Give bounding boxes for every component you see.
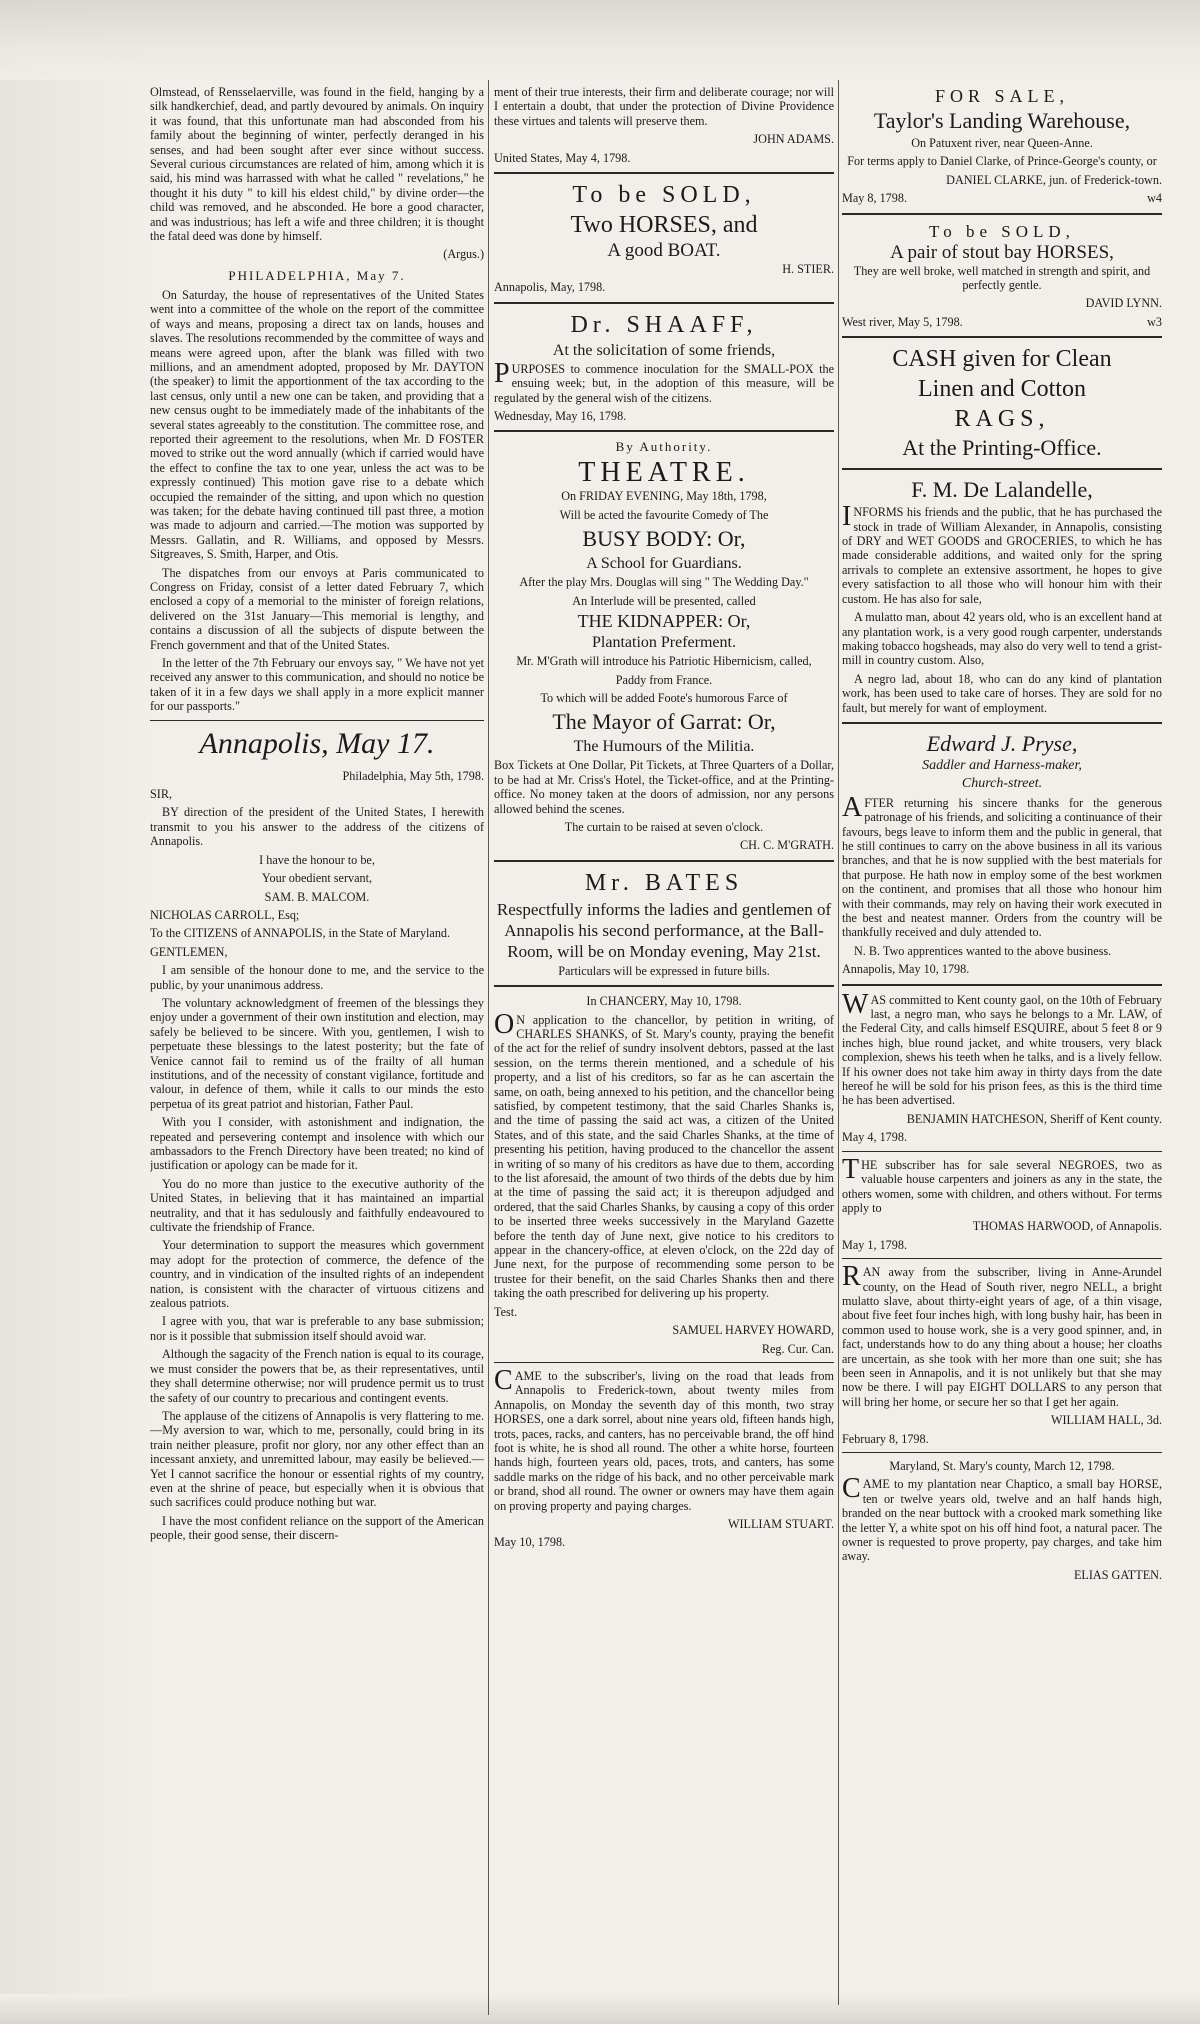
letter-body: BY direction of the president of the United States, I herewith transmit to you his answer to the address of the citizens of Annapolis. [150,805,484,849]
divider [494,172,834,174]
malcom-signature: SAM. B. MALCOM. [264,889,370,904]
divider [150,720,484,721]
reply-paragraph-9: I have the most confident reliance on the support of the American people, their good sense, their discern- [150,1513,484,1543]
boat-heading: A good BOAT. [607,240,721,262]
bay-horses-body: They are well broke, well matched in strength and spirit, and perfectly gentle. [853,263,1151,293]
mayor-title: The Mayor of Garrat: Or, [552,709,776,735]
lalandelle-heading: F. M. De Lalandelle, [911,477,1093,503]
stuart-date: May 10, 1798. [494,1535,566,1550]
envoys-paragraph: In the letter of the 7th February our envoys say, " We have not yet received any answer to this communication, and should no notice be taken of it in a few days we shall apply in a more explicit manner for our passports." [150,656,484,714]
letter-date: Philadelphia, May 5th, 1798. [342,768,484,783]
lynn-date: West river, May 5, 1798. w3 [842,314,1162,329]
hall-signature: WILLIAM HALL, 3d. [1050,1413,1162,1428]
for-sale-heading: FOR SALE, [934,86,1069,106]
stmarys-dateline: Maryland, St. Mary's county, March 12, 1798. [889,1459,1115,1473]
divider [842,1258,1162,1259]
saddler-subheading: Saddler and Harness-maker, [922,757,1082,773]
column-right [842,85,1162,2005]
to-citizens-heading: To the CITIZENS of ANNAPOLIS, in the State of Maryland. [150,926,451,941]
howard-title: Reg. Cur. Can. [761,1341,834,1356]
lynn-signature: DAVID LYNN. [1085,296,1162,311]
runaway-notice: RAN away from the subscriber, living in Anne-Arundel county, on the Head of South river, negro NELL, a bright mulatto slave, about thirty-eight years of age, of a thin visage, about five feet four inches high, with long bushy hair, has been in common used to house work, she is a very good spinner, and, in fact, understands how to do any thing about a house; her cloaths are uncertain, as she took with her more than one suit; she has been seen in Annapolis, and it is not unlikely but that she may now be there. I will pay EIGHT DOLLARS to any person that will bring her home, or secure her so that I get her again. [842,1261,1162,1409]
curtain-line: The curtain to be raised at seven o'clock. [564,819,764,834]
divider [494,1362,834,1363]
harwood-date: May 1, 1798. [842,1237,907,1252]
congress-paragraph: On Saturday, the house of representatives of the United States went into a committee of the whole on the report of the committee of ways and means, proposing a direct tax on lands, houses and slaves. The resolutions recommended by the committee of ways and means were agreed upon, after the blank was filled with two millions, and an amendment adopted, proposed by Mr. DAYTON (the speaker) to limit the apportionment of the tax according to the last census, only until a new one can be taken, and providing that a new census ought to be immediately made of the inhabitants of the several states agreeably to the constitution. The committee rose, and reported their agreement to the resolutions, when Mr. D FOSTER moved to strike out the word annually (which if carried would have the effect to confine the tax to one year, unless the act was to be expressly continued) This motion gave rise to a debate which occupied the remainder of the sitting, and upon which no question was taken; for the debate having continued till past three, a motion was made to adjourn and carried.—The motion was supported by Messrs. Gallatin, and R. Williams, and opposed by Messrs. Sitgreaves, S. Smith, Harper, and Otis. [150,287,484,562]
divider [494,860,834,862]
gentlemen-salutation: GENTLEMEN, [150,944,228,959]
shaaff-date: Wednesday, May 16, 1798. [494,409,627,424]
letter-closing-2: Your obedient servant, [261,871,373,886]
lalandelle-lad: A negro lad, about 18, who can do any kind of plantation work, has been used to take care of horses. They are sold for no fault, but merely for want of employment. [842,671,1162,715]
kent-date: May 4, 1798. [842,1130,907,1145]
divider [842,984,1162,986]
lalandelle-mulatto: A mulatto man, about 42 years old, who is an excellent hand at any plantation work, is a very good rough carpenter, understands making tobacco hogsheads, may also do very well to tend a grist-mill in country custom. Also, [842,610,1162,668]
interlude-line: An Interlude will be presented, called [572,593,756,608]
reply-paragraph-2: The voluntary acknowledgment of freemen of the blessings they enjoy under a government of their own institution and election, may safely be believed to be sincere. With you, gentlemen, I wish to perpetuate these blessings to the latest posterity; but the fate of Venice cannot fail to remind us of the frailty of all human institutions, and of the necessity of constant vigilance, fortitude and valour, in defence of them, while it calls to our minds the esto perpetua of its great patriot and historian, Father Paul. [150,995,484,1111]
philadelphia-heading: PHILADELPHIA, May 7. [228,267,406,283]
harwood-notice: THE subscriber has for sale several NEGROES, two as valuable house carpenters and joiners as any in the state, the others women, some with children, and others without. For terms apply to [842,1153,1162,1215]
clarke-signature: DANIEL CLARKE, jun. of Frederick-town. [946,172,1162,187]
column-left [150,85,484,2020]
cash-heading-2: Linen and Cotton [918,376,1086,403]
authority-heading: By Authority. [615,439,713,455]
cash-heading-3: RAGS, [954,406,1050,433]
warehouse-date: May 8, 1798. w4 [842,191,1162,206]
school-subtitle: A School for Guardians. [586,555,742,573]
lalandelle-notice: INFORMS his friends and the public, that he has purchased the stock in trade of William Alexander, in Annapolis, consisting of DRY and WET GOODS and GROCERIES, to which he has made considerable additions, and waited only for the spring arrivals to complete an extensive assortment, he hopes to give every satisfaction to all those who will honour him with their custom. He has also for sale, [842,501,1162,606]
church-street: Church-street. [961,776,1043,792]
pryse-date: Annapolis, May 10, 1798. [842,962,970,977]
hall-date: February 8, 1798. [842,1431,929,1446]
mgrath-intro-line: Mr. M'Grath will introduce his Patriotic Hibernicism, called, [516,654,812,669]
kidnapper-title: THE KIDNAPPER: Or, [577,611,751,632]
farce-line: To which will be added Foote's humorous Farce of [540,690,788,705]
letter-salutation: SIR, [150,787,173,802]
stuart-signature: WILLIAM STUART. [727,1516,834,1531]
to-be-sold-heading-2: To be SOLD, [929,221,1075,241]
divider [842,1151,1162,1152]
horses-heading: Two HORSES, and [570,212,758,239]
warehouse-heading: Taylor's Landing Warehouse, [873,108,1131,133]
chancery-test: Test. [494,1304,518,1319]
reply-paragraph-1: I am sensible of the honour done to me, and the service to the public, by your unanimous address. [150,963,484,992]
divider [842,468,1162,470]
dispatches-paragraph: The dispatches from our envoys at Paris communicated to Congress on Friday, consist of a letter dated February 7, which enclosed a copy of a memorial to the minister of foreign relations, delivered on the 31st January—This memorial is lengthy, and contains a discussion of all the subjects of dispute between the French government and that of the United States. [150,565,484,652]
adams-continuation: ment of their true interests, their firm and deliberate courage; nor will I entertain a doubt, that under the protection of Divine Providence these virtues and talents will preserve them. [494,85,834,128]
column-rule-1 [488,80,489,2015]
stier-signature: H. STIER. [782,262,834,277]
annapolis-dateline: Annapolis, May 17. [199,726,435,760]
bay-horses-heading: A pair of stout bay HORSES, [890,241,1114,263]
paddy-title: Paddy from France. [615,672,713,687]
column-middle [494,85,834,2010]
bates-heading: Mr. BATES [584,869,744,896]
divider [494,302,834,304]
pryse-notice: AFTER returning his sincere thanks for the generous patronage of his friends, and soliciting a continuance of their favours, begs leave to inform them and the public in general, that he still continues to carry on the above business in all its various branches, and that he is now supplied with the best materials for that purpose. He hath now in employ some of the best workmen on the continent, and promises that all those who honour him with their commands, may rely on having their work executed in the best and neatest manner. Orders from the country will be thankfully received and duly attended to. [842,791,1162,940]
reply-paragraph-6: I agree with you, that war is preferable to any base submission; nor is it possible that submission itself should avoid war. [150,1314,484,1343]
divider [494,985,834,987]
theatre-comedy-line: Will be acted the favourite Comedy of The [559,507,769,522]
theatre-heading: THEATRE. [578,457,750,489]
harwood-signature: THOMAS HARWOOD, of Annapolis. [972,1219,1162,1234]
howard-signature: SAMUEL HARVEY HOWARD, [672,1323,834,1338]
theatre-date: On FRIDAY EVENING, May 18th, 1798, [561,489,767,504]
reply-paragraph-4: You do no more than justice to the executive authority of the United States, in believing that it has maintained an impartial neutrality, and that it has sedulously and faithfully endeavoured to cultivate the friendship of France. [150,1176,484,1235]
olmstead-paragraph: Olmstead, of Rensselaerville, was found in the field, hanging by a silk handkerchief, dead, and partly devoured by animals. On inquiry it was found, that this unfortunate man had absconded from his family about the beginning of winter, perfectly deranged in his senses, and had been sought after ever since without success. Several curious circumstances are related of him, among which it is said, his mind was harrassed with what he called " revelations," he thought it his duty " to kill his eldest child," by divine order—the child was removed, and he absconded. He bore a good character, and was industrious; has left a wife and three children; it is thought the fatal deed was done by himself. [150,85,484,244]
wedding-day-line: After the play Mrs. Douglas will sing " The Wedding Day." [519,575,809,590]
stmarys-notice: CAME to my plantation near Chaptico, a small bay HORSE, ten or twelve years old, twelve and an half hands high, branded on the near buttock with a crooked mark something like the letter Y, a white spot on his off hind foot, a natural pacer. The owner is requested to prove property, pay charges, and take him away. [842,1473,1162,1564]
shaaff-subheading: At the solicitation of some friends, [552,341,776,359]
reply-paragraph-8: The applause of the citizens of Annapolis is very flattering to me.—My aversion to war, which to me, personally, could bring in its train neither pleasure, profit nor glory, nor any other effect than an incessant anxiety, and unremitted labour, may easily be believed.—Yet I cannot sacrifice the honour or essential rights of my country, even at the shrine of peace, but especially when it is obvious that such sacrifices could produce nothing but war. [150,1408,484,1510]
to-be-sold-heading: To be SOLD, [572,182,756,209]
adams-date: United States, May 4, 1798. [494,150,631,165]
reply-paragraph-3: With you I consider, with astonishment and indignation, the repeated and persevering contempt and insolence with which our ambassadors to the French Directory have been treated; no kind of justification or apology can be made for it. [150,1115,484,1173]
busy-body-title: BUSY BODY: Or, [582,526,746,552]
stier-date: Annapolis, May, 1798. [494,280,606,295]
tickets-notice: Box Tickets at One Dollar, Pit Tickets, at Three Quarters of a Dollar, to be had at Mr. Criss's Hotel, the Ticket-office, and at the Printing-office. No money taken at the doors of admission, nor any persons allowed behind the scenes. [494,758,834,816]
bates-footnote: Particulars will be expressed in future bills. [558,963,770,978]
shaaff-notice: PURPOSES to commence inoculation for the SMALL-POX the ensuing week; but, in the adoption of this measure, will be regulated by the general wish of the citizens. [494,357,834,405]
humours-subtitle: The Humours of the Militia. [573,738,755,756]
divider [842,213,1162,215]
gatten-signature: ELIAS GATTEN. [1073,1567,1162,1582]
page-edge-shadow [0,0,150,2024]
carroll-addressee: NICHOLAS CARROLL, Esq; [150,907,300,922]
shaaff-heading: Dr. SHAAFF, [570,311,758,338]
divider [842,336,1162,338]
column-rule-2 [838,80,839,2005]
letter-closing-1: I have the honour to be, [259,852,375,867]
pryse-heading: Edward J. Pryse, [926,730,1078,756]
adams-signature: JOHN ADAMS. [753,132,834,147]
divider [842,1452,1162,1453]
plantation-subtitle: Plantation Preferment. [592,634,736,652]
mgrath-signature: CH. C. M'GRATH. [740,838,834,853]
cash-heading-1: CASH given for Clean [892,346,1112,373]
bates-announcement: Respectfully informs the ladies and gentlemen of Annapolis his second performance, at the Ball-Room, will be on Monday evening, May 21st. [496,899,832,961]
reply-paragraph-7: Although the sagacity of the French nation is equal to its courage, we must consider the powers that be, as their representatives, until they shall determine otherwise; nor will prudence permit us to trust the safety of our country to precarious and contingent events. [150,1347,484,1405]
divider [842,722,1162,724]
argus-source: (Argus.) [443,247,484,262]
cash-heading-4: At the Printing-Office. [902,435,1102,461]
terms-line: For terms apply to Daniel Clarke, of Prince-George's county, or [847,154,1157,169]
divider [494,430,834,432]
chancery-heading: In CHANCERY, May 10, 1798. [586,994,742,1009]
patuxent-line: On Patuxent river, near Queen-Anne. [911,136,1093,150]
scan-top-grime [0,0,1200,80]
stray-horses-notice: CAME to the subscriber's, living on the road that leads from Annapolis to Frederick-town, about twenty miles from Annapolis, on Monday the seventh day of this month, two stray HORSES, one a dark sorrel, about nine years old, fifteen hands high, trots, paces, racks, and canters, has no perceivable brand, the off hind foot is white, he is shod all round. The other a white horse, fourteen hands high, fourteen years old, paces, trots, and canters, has some saddle marks on the ridge of his back, and no other perceivable mark or brand, shod all round. The owner or owners may have them again on proving property and paying charges. [494,1364,834,1513]
pryse-nb: N. B. Two apprentices wanted to the above business. [854,943,1112,958]
reply-paragraph-5: Your determination to support the measures which government may adopt for the protection of commerce, the defence of the country, and in vindication of the insulted rights of an independent nation, is consistent with the character of virtuous citizens and zealous patriots. [150,1238,484,1311]
kent-gaol-notice: WAS committed to Kent county gaol, on the 10th of February last, a negro man, who says he belongs to a Mr. LAW, of the Federal City, and calls himself ESQUIRE, about 5 feet 8 or 9 inches high, blue round jacket, and white trousers, very black complexion, shews his teeth when he talks, and is a lively fellow. If his owner does not take him away in thirty days from the date hereof he will be sold for his prison fees, as this is the third time he has been advertised. [842,988,1162,1108]
chancery-notice: ON application to the chancellor, by petition in writing, of CHARLES SHANKS, of St. Mary's county, praying the benefit of the act for the relief of sundry insolvent debtors, passed at the last session, on the terms therein mentioned, and a schedule of his property, and a list of his creditors, so far as he can ascertain the same, on oath, being annexed to his petition, and the chancellor being satisfied, by competent testimony, that the said Charles Shanks is, and the time of passing the said act was, a citizen of the United States, and of this state, and the said Charles Shanks, at the time of presenting his petition, having produced to the chancellor the assent in writing of so many of his creditors as have due to them, according to the list aforesaid, the amount of two thirds of the debts due by him at the time of passing the said act; it is thereupon adjudged and ordered, that the said Charles Shanks, by causing a copy of this order to be inserted three weeks successively in the Maryland Gazette before the tenth day of June next, give notice to his creditors to appear in the chancery-office, at eleven o'clock, on the 22d day of June next, for the purpose of recommending some person to be trustee for their benefit, on the said Charles Shanks then and there taking the oath prescribed for delivering up his property. [494,1008,834,1301]
hatcheson-signature: BENJAMIN HATCHESON, Sheriff of Kent county. [906,1111,1162,1126]
